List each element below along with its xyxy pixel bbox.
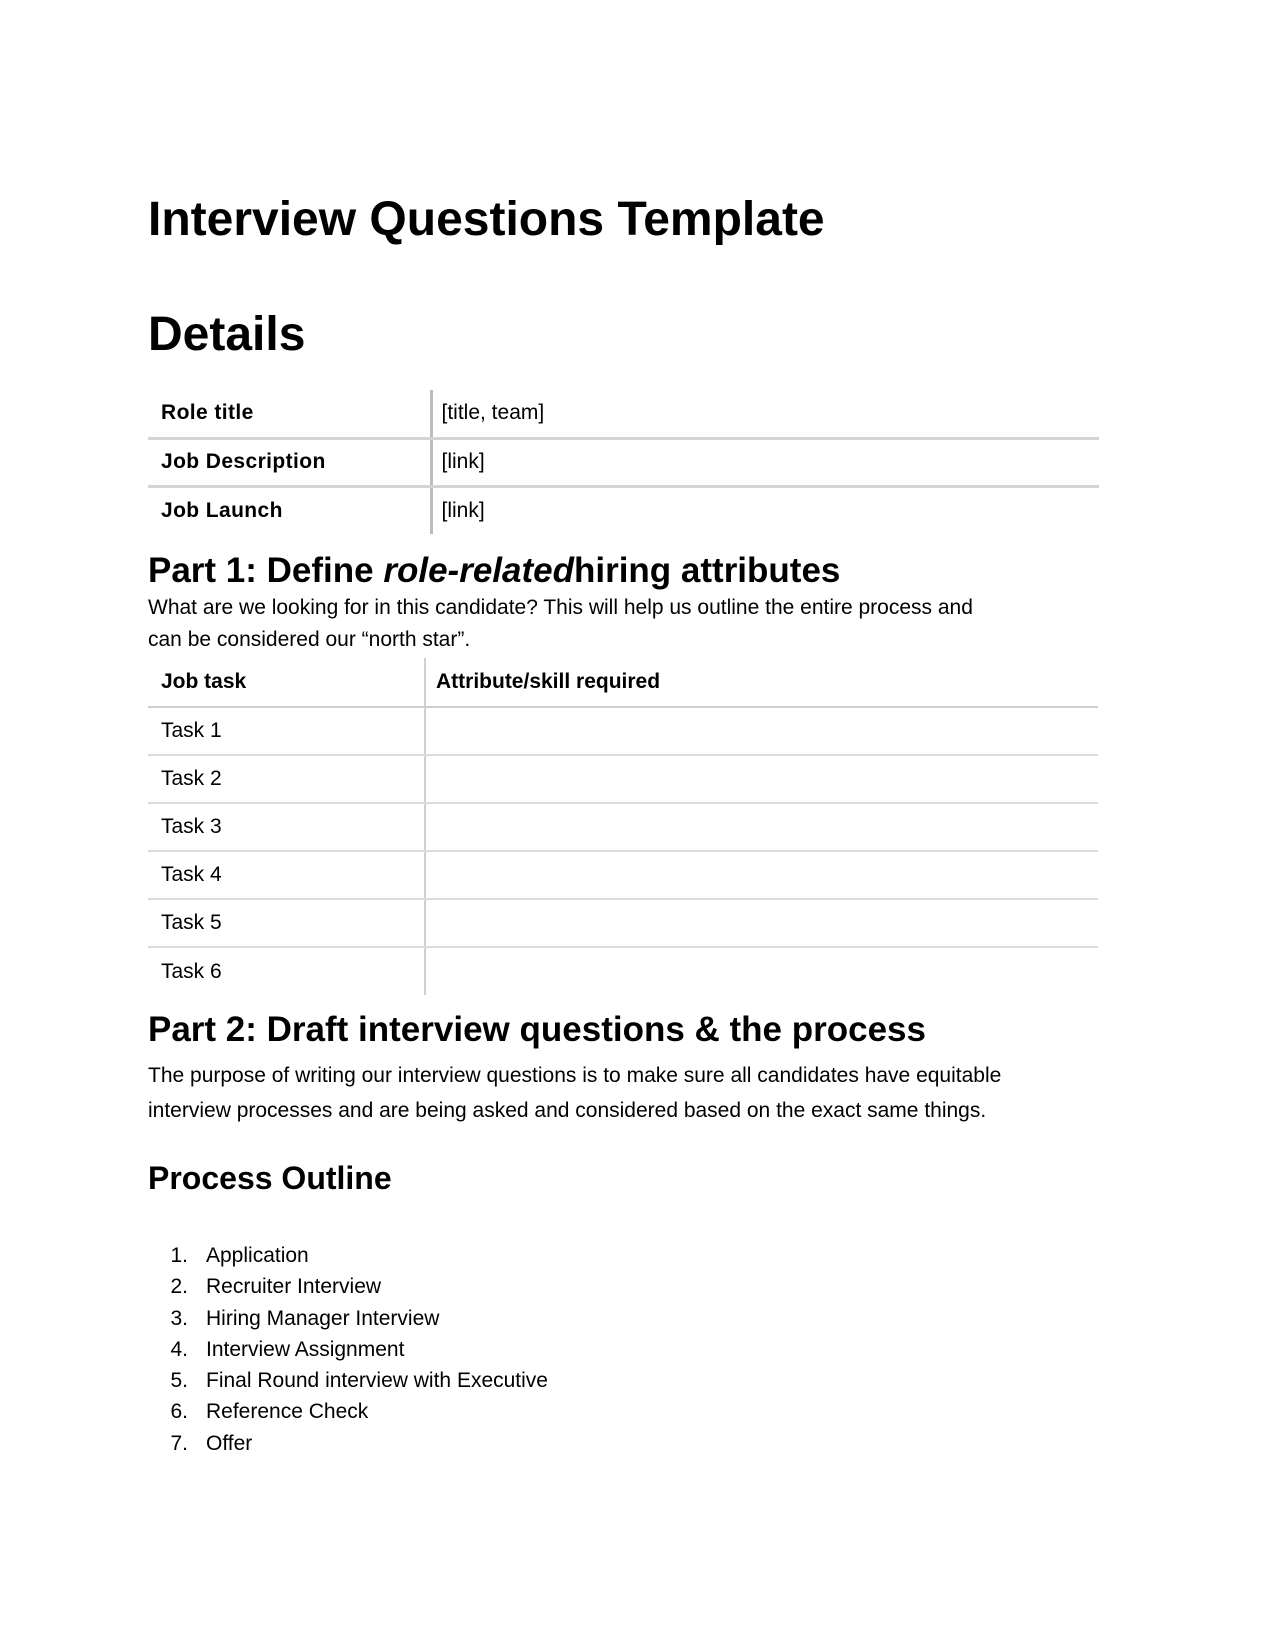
list-item-text: Final Round interview with Executive	[206, 1369, 548, 1393]
attribute-cell	[425, 899, 1098, 947]
table-row	[148, 707, 1098, 755]
part1-heading-prefix: Part 1: Define	[148, 551, 384, 590]
task-cell: Task 3	[148, 803, 425, 851]
details-value: [link]	[431, 438, 1099, 486]
table-row	[148, 947, 1098, 995]
list-item-number: 3.	[170, 1306, 188, 1330]
attribute-cell	[425, 707, 1098, 755]
details-label: Job Launch	[161, 498, 283, 522]
task-cell: Task 2	[148, 755, 425, 803]
list-item-text: Interview Assignment	[206, 1337, 405, 1361]
list-item	[148, 1365, 548, 1396]
details-table	[148, 390, 1099, 534]
task-cell: Task 5	[148, 899, 425, 947]
list-item	[148, 1334, 548, 1365]
table-row	[148, 755, 1098, 803]
list-item-text: Offer	[206, 1431, 253, 1455]
task-table	[148, 658, 1098, 995]
task-table-header	[148, 658, 1098, 707]
attribute-cell	[425, 947, 1098, 995]
details-row-job-description	[148, 438, 1099, 486]
column-header-job-task: Job task	[148, 658, 425, 707]
part1-intro	[148, 592, 973, 656]
list-item-number: 5.	[170, 1369, 188, 1393]
part1-heading-italic: role-related	[383, 551, 574, 590]
part2-para-line2: interview processes and are being asked and considered based on the exact same things.	[148, 1099, 987, 1122]
list-item	[148, 1396, 548, 1427]
list-item	[148, 1271, 548, 1302]
list-item-text: Application	[206, 1244, 309, 1267]
list-item-number: 6.	[170, 1400, 188, 1424]
details-row-role-title	[148, 390, 1099, 438]
details-value: [link]	[431, 486, 1099, 534]
table-row	[148, 899, 1098, 947]
list-item-number: 2.	[170, 1275, 188, 1299]
attribute-cell	[425, 803, 1098, 851]
list-item-text: Reference Check	[206, 1400, 369, 1424]
details-label: Job Description	[148, 438, 431, 486]
task-cell: Task 4	[148, 851, 425, 899]
details-label: Role title	[148, 390, 431, 438]
table-row	[148, 851, 1098, 899]
list-item-number: 7.	[170, 1431, 188, 1455]
part2-heading: Part 2: Draft interview questions & the process	[148, 1010, 926, 1049]
list-item-text: Hiring Manager Interview	[206, 1306, 440, 1330]
process-outline-list	[148, 1240, 548, 1459]
task-cell: Task 1	[148, 707, 425, 755]
part2-para-line1: The purpose of writing our interview questions is to make sure all candidates have equitable	[148, 1064, 1002, 1087]
document-title: Interview Questions Template	[148, 193, 825, 246]
list-item	[148, 1240, 548, 1271]
details-value: [title, team]	[431, 390, 1099, 438]
process-outline-heading: Process Outline	[148, 1160, 392, 1196]
details-row-job-launch	[148, 486, 1099, 534]
list-item	[148, 1428, 548, 1459]
part1-heading	[148, 550, 840, 592]
list-item	[148, 1303, 548, 1334]
attribute-cell	[425, 851, 1098, 899]
task-cell: Task 6	[161, 959, 222, 983]
column-header-attribute: Attribute/skill required	[425, 658, 1098, 707]
list-item-number: 4.	[170, 1337, 188, 1361]
part2-paragraph	[148, 1058, 1001, 1128]
part1-intro-line2: can be considered our “north star”.	[148, 628, 471, 651]
list-item-text: Recruiter Interview	[206, 1275, 382, 1299]
part1-heading-suffix: hiring attributes	[573, 551, 841, 590]
attribute-cell	[425, 755, 1098, 803]
details-heading: Details	[148, 308, 306, 361]
part1-intro-line1: What are we looking for in this candidate? This will help us outline the entire process and	[148, 596, 973, 619]
table-row	[148, 803, 1098, 851]
list-item-number: 1.	[170, 1244, 188, 1267]
